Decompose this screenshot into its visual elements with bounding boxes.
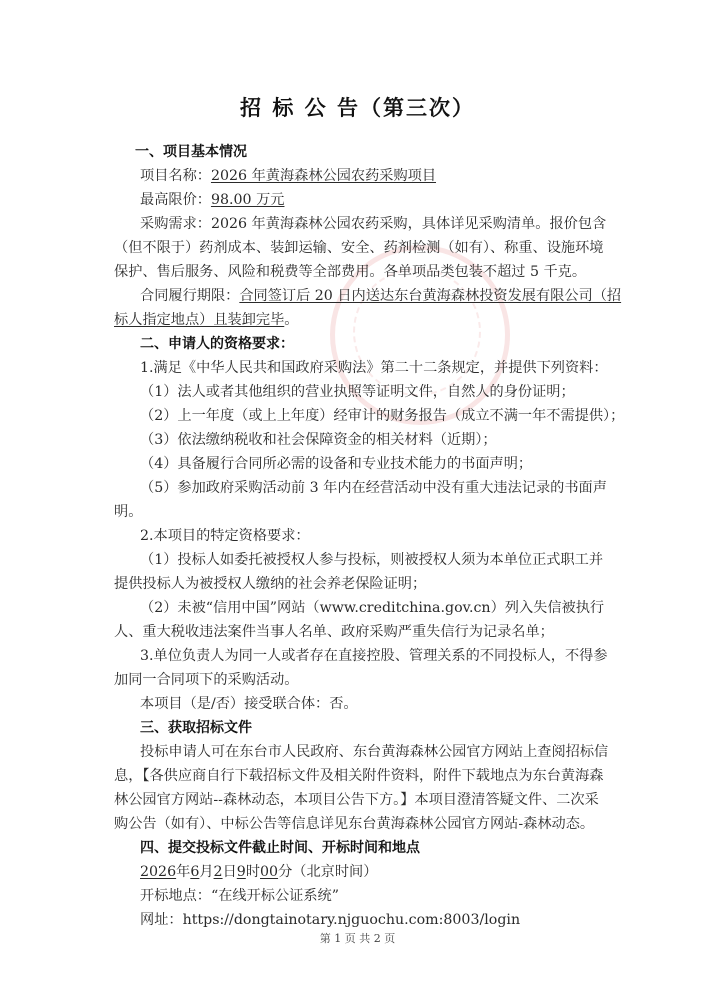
qualification-line: （1）投标人如委托被授权人参与投标，则被授权人须为本单位正式职工并 xyxy=(140,552,604,568)
project-name-value: 2026 年黄海森林公园农药采购项目 xyxy=(210,168,437,184)
deadline-day-unit: 日 xyxy=(222,864,237,880)
url-label: 网址： xyxy=(140,912,183,928)
deadline-day: 2 xyxy=(213,864,223,880)
demand-line: 保护、售后服务、风险和税费等全部费用。各单项品类包装不超过 5 千克。 xyxy=(114,264,587,280)
contract-period-row-2 xyxy=(114,308,298,332)
qualification-line: 本项目（是/否）接受联合体：否。 xyxy=(140,696,358,712)
demand-line: 采购需求：2026 年黄海森林公园农药采购，具体详见采购清单。报价包含 xyxy=(140,216,607,232)
tender-doc-line: 息，【各供应商自行下载招标文件及相关附件资料，附件下载地点为东台黄海森 xyxy=(114,768,604,784)
project-name-label: 项目名称： xyxy=(140,168,211,184)
demand-line: （但不限于）药剂成本、装卸运输、安全、药剂检测（如有）、称重、设施环境 xyxy=(114,240,604,256)
contract-period-value: 合同签订后 20 日内送达东台黄海森林投资发展有限公司（招 xyxy=(239,288,622,304)
contract-period-label: 合同履行期限： xyxy=(140,288,240,304)
qualification-line: 明。 xyxy=(114,504,143,520)
qualification-line: （3）依法缴纳税收和社会保障资金的相关材料（近期）； xyxy=(140,432,497,448)
section-4-heading: 四、提交投标文件截止时间、开标时间和地点 xyxy=(140,840,420,856)
contract-period-row xyxy=(140,284,621,308)
deadline-hour-unit: 时 xyxy=(245,864,261,880)
qualification-line: 提供投标人为被授权人缴纳的社会养老保险证明； xyxy=(114,576,427,592)
deadline-hour: 9 xyxy=(236,864,246,880)
section-2-heading: 二、申请人的资格要求： xyxy=(140,336,294,352)
url-link[interactable]: https://dongtainotary.njguochu.com:8003/login xyxy=(182,912,521,928)
deadline-year-unit: 年 xyxy=(176,864,191,880)
deadline-row xyxy=(140,860,377,884)
section-1-heading: 一、项目基本情况 xyxy=(135,144,247,160)
qualification-line: （1）法人或者其他组织的营业执照等证明文件，自然人的身份证明； xyxy=(140,384,575,400)
deadline-month-unit: 月 xyxy=(199,864,214,880)
qualification-line: （2）未被“信用中国”网站（www.creditchina.gov.cn）列入失信被执行 xyxy=(140,600,605,616)
contract-period-value-2: 标人指定地点）且装卸完毕 xyxy=(114,312,285,328)
tender-doc-line: 林公园官方网站--森林动态，本项目公告下方。】本项目澄清答疑文件、二次采 xyxy=(114,792,599,808)
section-3-heading: 三、获取招标文件 xyxy=(140,720,252,736)
deadline-minute-unit: 分（北京时间） xyxy=(278,864,378,880)
qualification-line: （5）参加政府采购活动前 3 年内在经营活动中没有重大违法记录的书面声 xyxy=(140,480,607,496)
venue-line: 开标地点：“在线开标公证系统” xyxy=(140,888,339,904)
qualification-line: 3.单位负责人为同一人或者存在直接控股、管理关系的不同投标人，不得参 xyxy=(140,648,608,664)
price-limit-label: 最高限价： xyxy=(140,192,211,208)
contract-period-end: 。 xyxy=(284,312,299,328)
project-name-row xyxy=(140,164,436,188)
qualification-line: （2）上一年度（或上上年度）经审计的财务报告（成立不满一年不需提供）； xyxy=(140,408,625,424)
page-title: 招 标 公 告（第三次） xyxy=(240,96,475,120)
qualification-line: 加同一合同项下的采购活动。 xyxy=(114,672,299,688)
deadline-year: 2026 xyxy=(140,864,177,880)
tender-doc-line: 投标申请人可在东台市人民政府、东台黄海森林公园官方网站上查阅招标信 xyxy=(140,744,609,760)
qualification-line: 1.满足《中华人民共和国政府采购法》第二十二条规定，并提供下列资料： xyxy=(140,360,608,376)
qualification-line: （4）具备履行合同所必需的设备和专业技术能力的书面声明； xyxy=(140,456,533,472)
deadline-month: 6 xyxy=(190,864,200,880)
qualification-line: 2.本项目的特定资格要求： xyxy=(140,528,310,544)
tender-doc-line: 购公告（如有）、中标公告等信息详见东台黄海森林公园官方网站-森林动态。 xyxy=(114,816,595,832)
url-row xyxy=(140,908,520,932)
price-limit-row xyxy=(140,188,284,212)
qualification-line: 人、重大税收违法案件当事人名单、政府采购严重失信行为记录名单； xyxy=(114,624,554,640)
price-limit-value: 98.00 万元 xyxy=(210,192,285,208)
deadline-minute: 00 xyxy=(260,864,279,880)
page-footer: 第 1 页 共 2 页 xyxy=(319,932,396,945)
